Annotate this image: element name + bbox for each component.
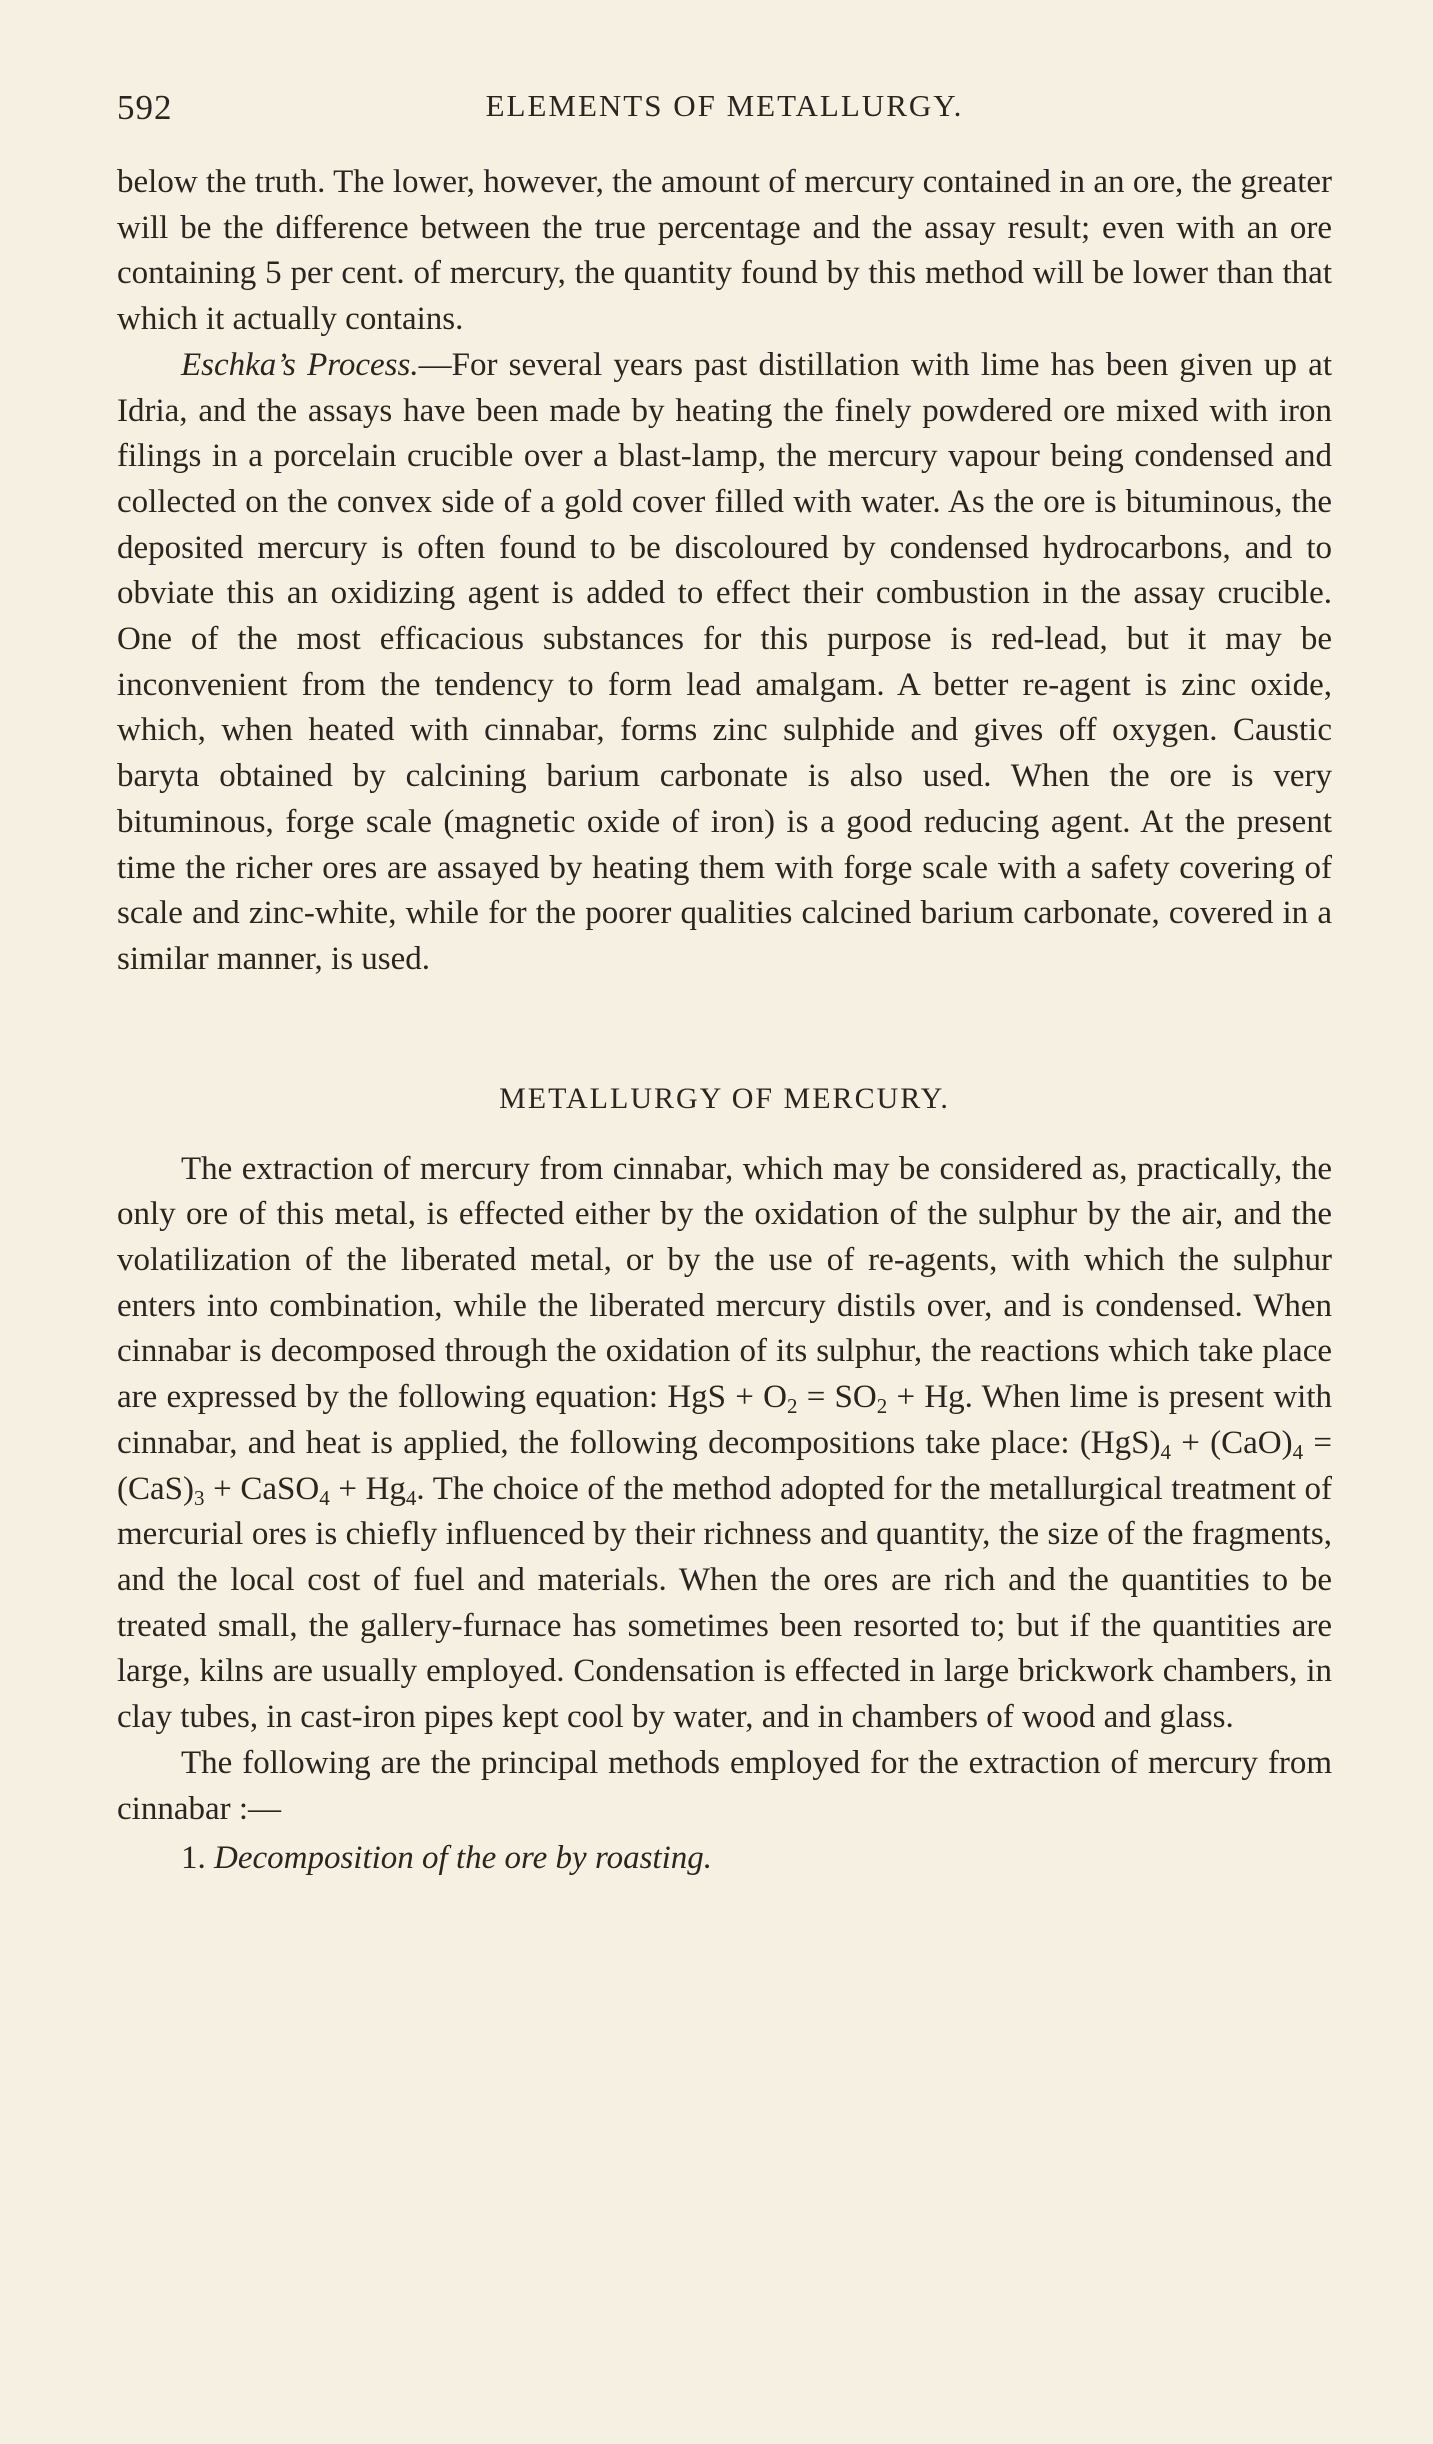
page-header (117, 88, 1332, 138)
paragraph-continuation (117, 160, 1332, 343)
paragraph-extraction (117, 1147, 1332, 1741)
extraction-text-part1: The extraction of mercury from cinnabar, which may be considered as, practically, the only ore of this metal, is effected either by the oxidation of the sulphur by the air, and the volatilization of the liberated metal, or by the use of re-agents, with which the sulphur enters into combination, while the liberated mercury distils over, and is condensed. When cinnabar is decomposed through the oxidation of its sulphur, the reactions which take place are expressed by the following equation: (117, 1150, 1332, 1416)
paragraph-eschka-process (117, 343, 1332, 983)
extraction-text-part3: The choice of the method adopted for the metallurgical treatment of mercurial ores is chiefly influenced by their richness and quantity, the size of the fragments, and the local cost of fuel and materials. When the ores are rich and the quantities to be treated small, the gallery-furnace has sometimes been resorted to; but if the quantities are large, kilns are usually employed. Condensation is effected in large brickwork chambers, in clay tubes, in cast-iron pipes kept cool by water, and in chambers of wood and glass. (117, 1470, 1333, 1736)
list-item-number: 1. (181, 1840, 206, 1877)
equation-lime: $(HgS)_4 + (CaO)_4 = (CaS)_3$ + CaSO$_4$ + $Hg_4$. (117, 1424, 1332, 1510)
eschka-process-text: —For several years past distillation with lime has been given up at Idria, and the assays have been made by heating the finely powdered ore mixed with iron filings in a porcelain crucible over a blast-lamp, the mercury vapour being condensed and collected on the convex side of a gold cover filled with water. As the ore is bituminous, the deposited mercury is often found to be discoloured by condensed hydrocarbons, and to obviate this an oxidizing agent is added to effect their combustion in the assay crucible. One of the most efficacious substances for this purpose is red-lead, but it may be inconvenient from the tendency to form lead amalgam. A better re-agent is zinc oxide, which, when heated with cinnabar, forms zinc sulphide and gives off oxygen. Caustic baryta obtained by calcining barium carbonate is also used. When the ore is very bituminous, forge scale (magnetic oxide of iron) is a good reducing agent. At the present time the richer ores are assayed by heating them with forge scale with a safety covering of scale and zinc-white, while for the poorer qualities calcined barium carbonate, covered in a similar manner, is used. (117, 346, 1332, 977)
running-title: ELEMENTS OF METALLURGY. (485, 88, 964, 123)
book-page (117, 88, 1332, 1882)
paragraph-continuation-text: below the truth. The lower, however, the amount of mercury contained in an ore, the greater will be the difference between the true percentage and the assay result; even with an ore containing 5 per cent. of mercury, the quantity found by this method will be lower than that which it actually contains. (117, 164, 1332, 338)
equation-roasting: HgS + $O_2 = SO_2 + Hg$. (667, 1379, 973, 1419)
methods-intro-text: The following are the principal methods employed for the extraction of mercury from cinnabar :— (117, 1744, 1332, 1827)
list-item-text: Decomposition of the ore by roasting. (214, 1840, 712, 1877)
page-number: 592 (117, 88, 173, 127)
eschka-process-title: Eschka’s Process. (181, 346, 419, 383)
list-item (117, 1836, 1332, 1882)
extraction-text-part2: When lime is present with cinnabar, and heat is applied, the following decompositions take place: (117, 1379, 1332, 1461)
section-heading: METALLURGY OF MERCURY. (499, 1081, 950, 1115)
paragraph-methods-intro (117, 1741, 1332, 1832)
